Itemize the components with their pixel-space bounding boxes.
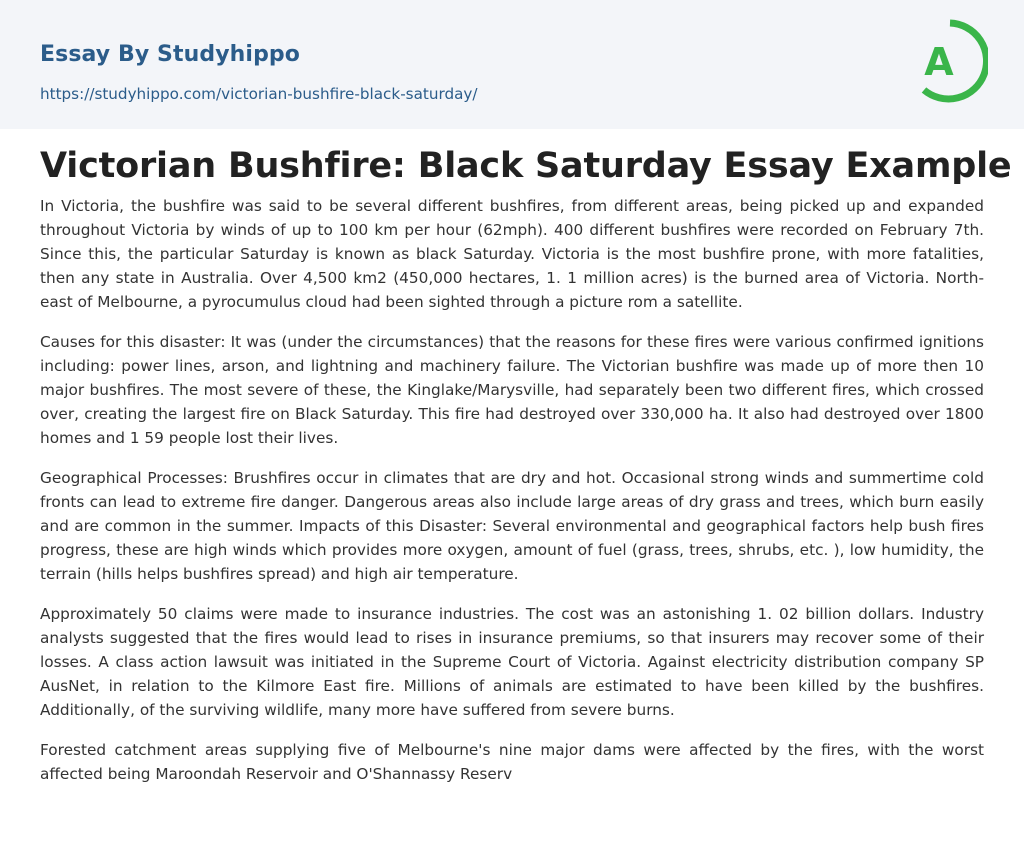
essay-paragraph: Approximately 50 claims were made to insurance industries. The cost was an astonishing 1. 02 billion dollars. Industry analysts suggested that the fires would lead to rises in insurance premiums, so that insurers may recover some of their losses. A class action lawsuit was initiated in the Supreme Court of Victoria. Against electricity distribution company SP AusNet, in relation to the Kilmore East fire. Millions of animals are estimated to have been killed by the bushfires. Additionally, of the surviving wildlife, many more have suffered from severe burns.: [40, 605, 984, 719]
essay-paragraph: Geographical Processes: Brushfires occur in climates that are dry and hot. Occasional strong winds and summertime cold fronts can lead to extreme fire danger. Dangerous areas also include large areas of dry grass and trees, which burn easily and are common in the summer. Impacts of this Disaster: Several environmental and geographical factors help bush fires progress, these are high winds which provides more oxygen, amount of fuel (grass, trees, shrubs, etc. ), low humidity, the terrain (hills helps bushfires spread) and high air temperature.: [40, 469, 984, 583]
essay-paragraph: In Victoria, the bushfire was said to be several different bushfires, from different areas, being picked up and expanded throughout Victoria by winds of up to 100 km per hour (62mph). 400 different bushfires were recorded on February 7th. Since this, the particular Saturday is known as black Saturday. Victoria is the most bushfire prone, with more fatalities, then any state in Australia. Over 4,500 km2 (450,000 hectares, 1. 1 million acres) is the burned area of Victoria. North-east of Melbourne, a pyrocumulus cloud had been sighted through a picture rom a satellite.: [40, 197, 984, 311]
circle-letter-a-logo-icon[interactable]: [912, 18, 988, 106]
essay-paragraph: Forested catchment areas supplying five of Melbourne's nine major dams were affected by the fires, with the worst affected being Maroondah Reservoir and O'Shannassy Reserv: [40, 741, 984, 783]
page-title: Victorian Bushfire: Black Saturday Essay Example: [40, 146, 1012, 186]
source-url-link[interactable]: https://studyhippo.com/victorian-bushfire-black-saturday/: [40, 85, 478, 103]
essay-body: [40, 194, 984, 802]
page-header: [0, 0, 1024, 129]
brand-title[interactable]: Essay By Studyhippo: [40, 42, 300, 67]
logo-letter: A: [924, 40, 954, 84]
essay-paragraph: Causes for this disaster: It was (under the circumstances) that the reasons for these fires were various confirmed ignitions including: power lines, arson, and lightning and machinery failure. The Victorian bushfire was made up of more then 10 major bushfires. The most severe of these, the Kinglake/Marysville, had separately been two different fires, which crossed over, creating the largest fire on Black Saturday. This fire had destroyed over 330,000 ha. It also had destroyed over 1800 homes and 1 59 people lost their lives.: [40, 333, 984, 447]
